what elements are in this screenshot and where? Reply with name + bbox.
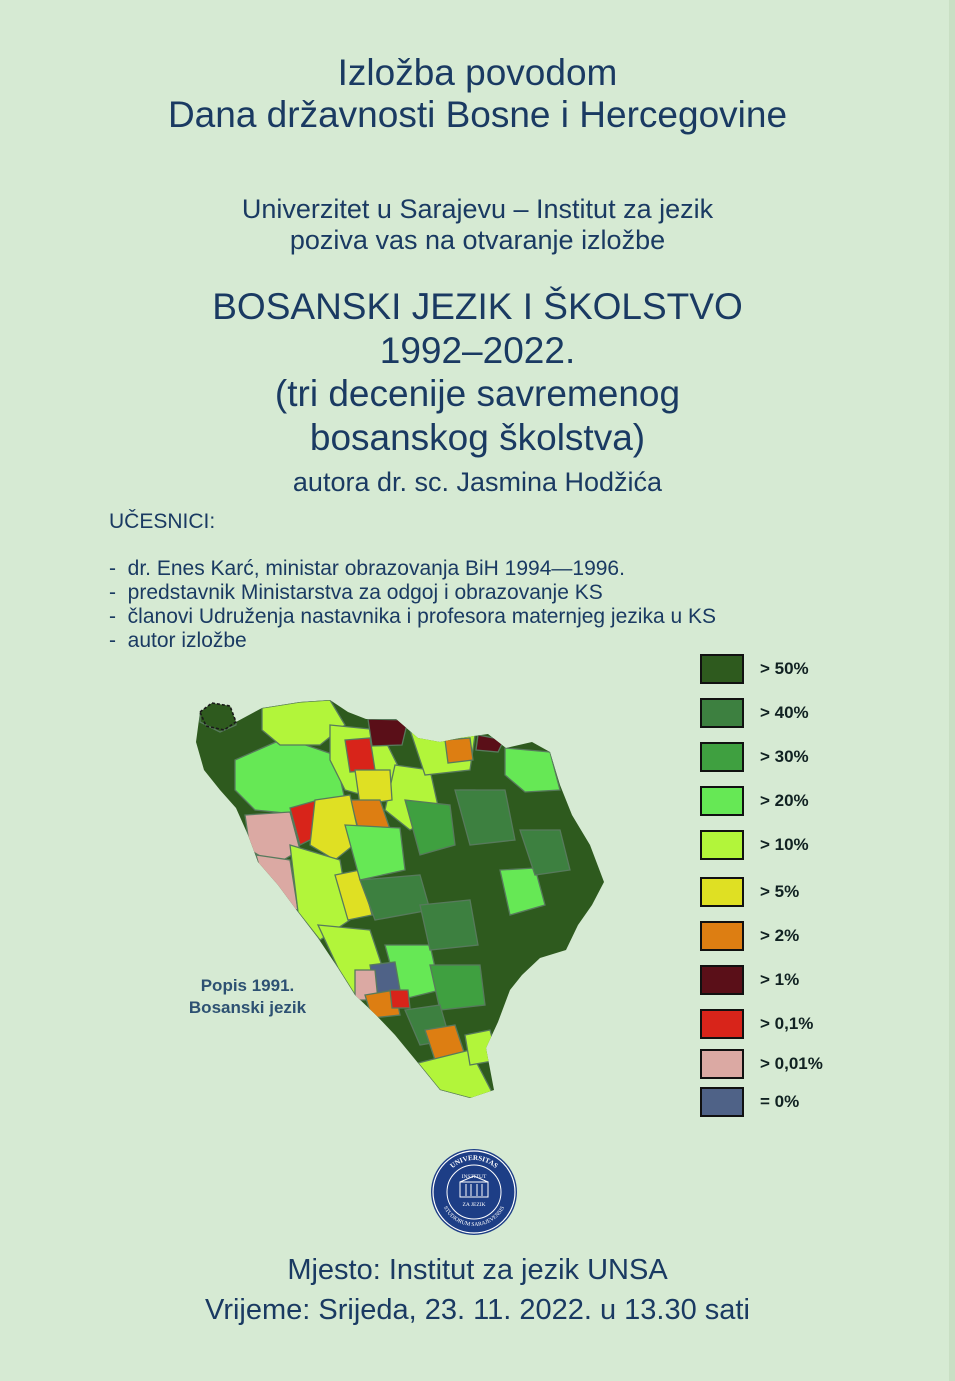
svg-text:INSTITUT: INSTITUT — [461, 1174, 487, 1180]
legend-swatch — [700, 877, 744, 907]
legend-item — [700, 830, 809, 860]
invite-line-2: poziva vas na otvaranje izložbe — [289, 225, 666, 255]
legend-item — [700, 1087, 799, 1117]
legend-swatch — [700, 786, 744, 816]
header-line-2: Dana državnosti Bosne i Hercegovine — [167, 94, 788, 135]
svg-text:UNIVERSITAS: UNIVERSITAS — [448, 1153, 500, 1170]
exhibition-subtitle-1: (tri decenije savremenog — [274, 373, 681, 414]
legend-item — [700, 698, 809, 728]
legend-swatch — [700, 1009, 744, 1039]
participant-item: - članovi Udruženja nastavnika i profesora maternjeg jezika u KS — [109, 605, 716, 629]
exhibition-years: 1992–2022. — [379, 330, 576, 371]
svg-text:STUDIORUM SARAJEVENSIS: STUDIORUM SARAJEVENSIS — [441, 1205, 507, 1229]
map-caption-line-1: Popis 1991. — [200, 976, 295, 995]
exhibition-title: BOSANSKI JEZIK I ŠKOLSTVO — [212, 286, 743, 327]
svg-text:ZA JEZIK: ZA JEZIK — [462, 1202, 486, 1208]
legend-swatch — [700, 830, 744, 860]
legend-item — [700, 1009, 813, 1039]
legend-label: > 2% — [760, 926, 800, 945]
map-caption — [185, 975, 310, 1019]
footer-time: Vrijeme: Srijeda, 23. 11. 2022. u 13.30 sati — [205, 1294, 750, 1326]
legend-label: = 0% — [760, 1092, 800, 1111]
legend-swatch — [700, 965, 744, 995]
legend-swatch — [700, 742, 744, 772]
legend-label: > 40% — [760, 703, 809, 722]
invite-line-1: Univerzitet u Sarajevu – Institut za jezik — [241, 194, 714, 224]
legend-label: > 20% — [760, 791, 809, 810]
header-line-1: Izložba povodom — [337, 52, 618, 93]
legend-label: > 5% — [760, 882, 800, 901]
legend-label: > 1% — [760, 970, 800, 989]
legend-label: > 50% — [760, 659, 809, 678]
exhibition-subtitle-2: bosanskog školstva) — [309, 417, 646, 458]
legend-item — [700, 654, 809, 684]
legend-label: > 10% — [760, 835, 809, 854]
participant-item: - predstavnik Ministarstva za odgoj i obrazovanje KS — [109, 581, 716, 605]
footer-place: Mjesto: Institut za jezik UNSA — [287, 1254, 668, 1286]
legend-label: > 30% — [760, 747, 809, 766]
participant-item: - autor izložbe — [109, 629, 716, 653]
legend-swatch — [700, 921, 744, 951]
legend-item — [700, 965, 799, 995]
map-caption-line-2: Bosanski jezik — [188, 998, 307, 1017]
legend-item — [700, 1049, 823, 1079]
legend-swatch — [700, 1049, 744, 1079]
legend-item — [700, 786, 809, 816]
legend-swatch — [700, 698, 744, 728]
legend-label: > 0,1% — [760, 1014, 814, 1033]
legend-item — [700, 921, 799, 951]
legend-swatch — [700, 1087, 744, 1117]
exhibition-author: autora dr. sc. Jasmina Hodžića — [292, 467, 663, 497]
participants-title: UČESNICI: — [109, 510, 216, 533]
legend-swatch — [700, 654, 744, 684]
institute-seal-logo — [430, 1148, 518, 1236]
legend-label: > 0,01% — [760, 1054, 823, 1073]
legend-item — [700, 877, 799, 907]
participant-item: - dr. Enes Karć, ministar obrazovanja BiH 1994—1996. — [109, 557, 716, 581]
legend-item — [700, 742, 809, 772]
